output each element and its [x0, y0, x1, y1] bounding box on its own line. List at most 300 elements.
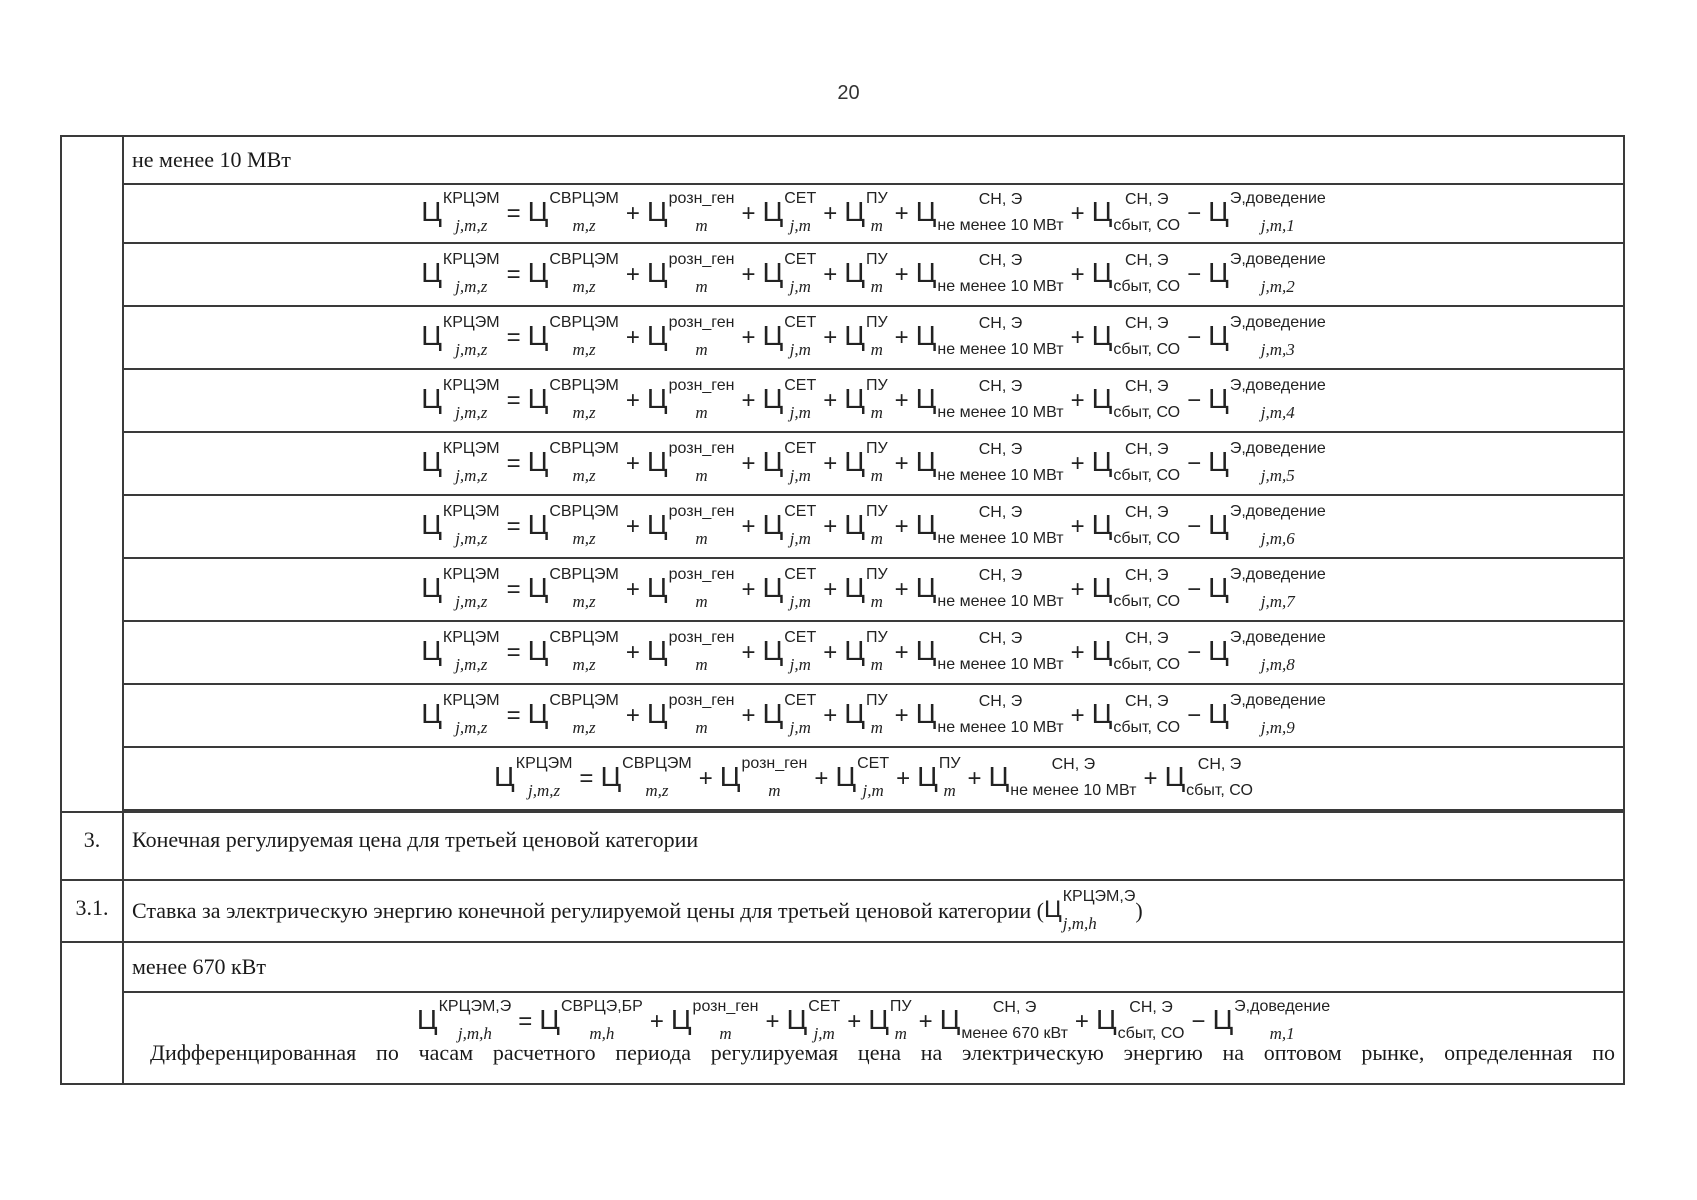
price-indices — [560, 998, 643, 1043]
price-symbol: Ц — [915, 508, 937, 540]
label-less-670: менее 670 кВт — [123, 942, 1624, 992]
superscript: Э,доведение — [1229, 377, 1326, 394]
price-term — [915, 251, 1064, 295]
subscript: j,m — [789, 529, 811, 548]
subscript: j,m — [789, 340, 811, 359]
price-indices — [865, 251, 888, 296]
price-symbol: Ц — [844, 697, 865, 729]
subscript: j,m,1 — [1260, 216, 1295, 235]
price-indices — [442, 314, 500, 359]
operator: + — [823, 260, 838, 288]
price-term — [1208, 566, 1326, 611]
superscript: КРЦЭМ — [442, 503, 500, 520]
superscript: розн_ген — [668, 692, 735, 709]
price-symbol: Ц — [988, 760, 1010, 792]
price-indices — [865, 692, 888, 737]
price-symbol: Ц — [762, 445, 784, 477]
price-indices — [937, 566, 1064, 610]
subscript: j,m,8 — [1260, 655, 1295, 674]
price-symbol: Ц — [646, 445, 668, 477]
superscript: СН, Э — [978, 314, 1023, 332]
superscript: СЕТ — [784, 440, 817, 457]
price-term — [835, 755, 890, 800]
price-term — [988, 755, 1137, 799]
operator: = — [518, 1007, 533, 1035]
price-symbol: Ц — [1095, 1003, 1117, 1035]
price-term — [915, 629, 1064, 673]
price-indices — [1113, 440, 1181, 484]
operator: − — [1187, 323, 1202, 351]
tariff-table — [60, 135, 1625, 1085]
price-term — [915, 692, 1064, 736]
price-symbol: Ц — [868, 1003, 889, 1035]
price-term — [646, 503, 735, 548]
formula-row — [61, 306, 1624, 369]
superscript: СН, Э — [978, 440, 1023, 458]
price-term — [762, 440, 817, 485]
price-term — [527, 629, 619, 674]
operator: + — [894, 512, 909, 540]
price-indices — [668, 503, 735, 548]
price-symbol: Ц — [646, 508, 668, 540]
operator: + — [1070, 512, 1085, 540]
subscript: сбыт, СО — [1113, 655, 1181, 673]
price-term — [1091, 314, 1181, 358]
superscript: СН, Э — [1124, 566, 1169, 584]
price-term — [646, 692, 735, 737]
subscript: m — [870, 277, 883, 296]
superscript: ПУ — [865, 566, 888, 583]
price-term — [915, 314, 1064, 358]
price-symbol: Ц — [600, 760, 622, 792]
price-indices — [442, 190, 500, 235]
price-symbol: Ц — [844, 571, 865, 603]
price-term — [527, 314, 619, 359]
formula — [421, 629, 1326, 674]
price-term — [1208, 190, 1326, 235]
price-term — [762, 314, 817, 359]
superscript: ПУ — [865, 314, 888, 331]
subscript: m — [870, 216, 883, 235]
subscript: j,m,z — [455, 466, 488, 485]
price-indices — [549, 503, 619, 548]
operator: + — [894, 260, 909, 288]
price-symbol: Ц — [844, 445, 865, 477]
operator: − — [1187, 386, 1202, 414]
operator: − — [1187, 449, 1202, 477]
row-section-31 — [61, 880, 1624, 942]
subscript: m — [870, 655, 883, 674]
subscript: j,m,z — [528, 781, 561, 800]
price-symbol: Ц — [844, 256, 865, 288]
superscript: ПУ — [865, 190, 888, 207]
price-symbol: Ц — [762, 508, 784, 540]
superscript: СН, Э — [1124, 629, 1169, 647]
operator: + — [823, 199, 838, 227]
price-symbol: Ц — [719, 760, 741, 792]
operator: + — [625, 386, 640, 414]
subscript: менее 670 кВт — [961, 1024, 1068, 1042]
price-term — [868, 998, 912, 1043]
price-term — [1091, 692, 1181, 736]
operator: + — [1070, 323, 1085, 351]
price-symbol: Ц — [786, 1003, 808, 1035]
price-symbol: Ц — [915, 319, 937, 351]
operator: + — [823, 638, 838, 666]
superscript: СЕТ — [784, 377, 817, 394]
operator: + — [765, 1007, 780, 1035]
price-term — [1091, 377, 1181, 421]
superscript: СЕТ — [784, 314, 817, 331]
operator: = — [506, 260, 521, 288]
subscript: сбыт, СО — [1113, 216, 1181, 234]
price-symbol: Ц — [421, 697, 442, 729]
operator: + — [1143, 764, 1158, 792]
price-term — [844, 629, 888, 674]
price-symbol: Ц — [1208, 571, 1229, 603]
price-term — [844, 503, 888, 548]
price-indices — [865, 377, 888, 422]
price-indices — [438, 998, 512, 1043]
section-3-title: Конечная регулируемая цена для третьей ценовой категории — [123, 812, 1624, 880]
number-cell-empty — [61, 136, 123, 812]
price-symbol: Ц — [421, 445, 442, 477]
subscript: не менее 10 МВт — [937, 718, 1064, 736]
price-indices — [857, 755, 890, 800]
subscript: j,m — [789, 216, 811, 235]
formula-row — [61, 558, 1624, 621]
price-term — [917, 755, 961, 800]
operator: + — [625, 575, 640, 603]
section-31-title — [123, 880, 1624, 942]
superscript: СВРЦЭМ — [549, 251, 619, 268]
subscript: m,z — [572, 592, 596, 611]
subscript: сбыт, СО — [1113, 718, 1181, 736]
operator: − — [1187, 638, 1202, 666]
subscript: сбыт, СО — [1113, 529, 1181, 547]
price-symbol: Ц — [421, 571, 442, 603]
price-symbol: Ц — [494, 760, 515, 792]
price-term — [1208, 692, 1326, 737]
subscript: не менее 10 МВт — [1010, 781, 1137, 799]
price-term — [844, 692, 888, 737]
superscript: КРЦЭМ — [442, 251, 500, 268]
subscript: сбыт, СО — [1113, 277, 1181, 295]
price-symbol: Ц — [844, 195, 865, 227]
subscript: не менее 10 МВт — [937, 403, 1064, 421]
superscript: КРЦЭМ — [515, 755, 573, 772]
formula-cell-1 — [123, 184, 1624, 243]
price-indices — [549, 314, 619, 359]
row-not-less-10mw — [61, 136, 1624, 184]
price-symbol: Ц — [527, 445, 549, 477]
superscript: КРЦЭМ,Э — [438, 998, 512, 1015]
price-symbol: Ц — [915, 571, 937, 603]
superscript: розн_ген — [668, 251, 735, 268]
price-term — [1208, 377, 1326, 422]
operator: = — [506, 575, 521, 603]
subscript: j,m — [789, 277, 811, 296]
subscript: j,m,7 — [1260, 592, 1295, 611]
superscript: ПУ — [865, 440, 888, 457]
price-indices — [937, 314, 1064, 358]
superscript: КРЦЭМ — [442, 440, 500, 457]
price-symbol: Ц — [527, 256, 549, 288]
price-symbol: Ц — [762, 195, 784, 227]
superscript: розн_ген — [668, 566, 735, 583]
price-symbol: Ц — [646, 256, 668, 288]
operator: + — [847, 1007, 862, 1035]
price-indices — [784, 692, 817, 737]
price-term — [762, 251, 817, 296]
subscript: m — [870, 403, 883, 422]
subscript: m — [695, 592, 708, 611]
price-term — [786, 998, 841, 1043]
price-term — [1091, 251, 1181, 295]
superscript: розн_ген — [668, 377, 735, 394]
subscript: j,m,h — [1062, 913, 1097, 933]
formula-cell-9 — [123, 684, 1624, 747]
subscript: j,m,4 — [1260, 403, 1295, 422]
superscript: СН, Э — [1124, 377, 1169, 395]
subscript: m — [695, 655, 708, 674]
price-symbol: Ц — [917, 760, 938, 792]
price-symbol: Ц — [1208, 382, 1229, 414]
price-term — [646, 251, 735, 296]
price-term — [1208, 629, 1326, 674]
superscript: Э,доведение — [1229, 629, 1326, 646]
price-indices — [1117, 998, 1185, 1042]
price-symbol: Ц — [1091, 382, 1113, 414]
subscript: j,m,9 — [1260, 718, 1295, 737]
price-symbol: Ц — [1208, 508, 1229, 540]
price-indices — [1229, 503, 1326, 548]
subscript: j,m — [813, 1024, 835, 1043]
price-indices — [692, 998, 759, 1043]
superscript: Э,доведение — [1229, 503, 1326, 520]
subscript: не менее 10 МВт — [937, 529, 1064, 547]
price-indices — [549, 629, 619, 674]
subscript: сбыт, СО — [1113, 340, 1181, 358]
superscript: Э,доведение — [1229, 440, 1326, 457]
price-indices — [865, 503, 888, 548]
superscript: СВРЦЭМ — [549, 503, 619, 520]
operator: + — [625, 512, 640, 540]
subscript: m,h — [589, 1024, 615, 1043]
price-indices — [1229, 692, 1326, 737]
operator: + — [918, 1007, 933, 1035]
superscript: СЕТ — [784, 190, 817, 207]
superscript: КРЦЭМ — [442, 314, 500, 331]
subscript: j,m,z — [455, 592, 488, 611]
superscript: СЕТ — [808, 998, 841, 1015]
price-symbol: Ц — [527, 382, 549, 414]
operator: − — [1187, 512, 1202, 540]
price-indices — [1229, 251, 1326, 296]
subscript: j,m,z — [455, 216, 488, 235]
subscript: m — [695, 277, 708, 296]
subscript: m,z — [572, 216, 596, 235]
price-term — [844, 190, 888, 235]
price-indices — [442, 251, 500, 296]
superscript: ПУ — [865, 251, 888, 268]
price-indices — [1113, 566, 1181, 610]
price-indices — [668, 314, 735, 359]
superscript: СЕТ — [857, 755, 890, 772]
price-symbol: Ц — [416, 1003, 438, 1035]
superscript: Э,доведение — [1229, 251, 1326, 268]
operator: − — [1187, 575, 1202, 603]
operator: + — [741, 260, 756, 288]
superscript: СН, Э — [978, 692, 1023, 710]
superscript: СН, Э — [992, 998, 1037, 1016]
price-indices — [1229, 314, 1326, 359]
operator: + — [625, 199, 640, 227]
operator: + — [741, 386, 756, 414]
price-symbol: Ц — [1208, 256, 1229, 288]
price-indices — [808, 998, 841, 1043]
subscript: m — [870, 592, 883, 611]
superscript: розн_ген — [668, 190, 735, 207]
price-term — [421, 377, 500, 422]
price-term — [844, 377, 888, 422]
superscript: ПУ — [889, 998, 912, 1015]
price-indices — [549, 251, 619, 296]
price-term — [915, 566, 1064, 610]
price-symbol: Ц — [646, 697, 668, 729]
price-symbol: Ц — [1208, 445, 1229, 477]
page-number: 20 — [837, 82, 860, 104]
operator: + — [1070, 386, 1085, 414]
price-indices — [668, 440, 735, 485]
formula — [421, 503, 1326, 548]
price-symbol: Ц — [1208, 634, 1229, 666]
price-indices — [784, 629, 817, 674]
price-indices — [1234, 998, 1331, 1043]
formula — [421, 692, 1326, 737]
formula-cell-8 — [123, 621, 1624, 684]
price-indices — [1229, 377, 1326, 422]
price-indices — [442, 440, 500, 485]
subscript: m — [695, 340, 708, 359]
price-indices — [784, 314, 817, 359]
price-indices — [1113, 629, 1181, 673]
bottom-text: Дифференцированная по часам расчетного периода регулируемая цена на электрическую энергию на оптовом рынке, определенная по — [150, 1040, 1615, 1065]
price-term — [1095, 998, 1185, 1042]
price-term — [1091, 190, 1181, 234]
operator: + — [967, 764, 982, 792]
superscript: СН, Э — [978, 190, 1023, 208]
formula-670 — [416, 998, 1331, 1043]
subscript: m — [870, 529, 883, 548]
operator: + — [1074, 1007, 1089, 1035]
price-term — [646, 566, 735, 611]
price-symbol: Ц — [915, 382, 937, 414]
price-term — [1091, 503, 1181, 547]
superscript: СН, Э — [978, 503, 1023, 521]
superscript: СВРЦЭМ — [549, 566, 619, 583]
price-symbol: Ц — [762, 382, 784, 414]
price-symbol: Ц — [1208, 697, 1229, 729]
price-term — [646, 190, 735, 235]
price-symbol: Ц — [1208, 195, 1229, 227]
price-term — [421, 440, 500, 485]
subscript: m — [894, 1024, 907, 1043]
superscript: ПУ — [865, 692, 888, 709]
subscript: сбыт, СО — [1186, 781, 1253, 799]
price-indices — [1113, 692, 1181, 736]
section-3-number: 3. — [61, 812, 123, 880]
superscript: СН, Э — [978, 566, 1023, 584]
formula-cell-4 — [123, 369, 1624, 432]
price-term — [1043, 887, 1136, 933]
superscript: СН, Э — [1129, 998, 1173, 1016]
formula — [421, 566, 1326, 611]
subscript: m,z — [572, 655, 596, 674]
formula-row — [61, 184, 1624, 243]
price-symbol: Ц — [527, 195, 549, 227]
operator: + — [741, 199, 756, 227]
operator: − — [1187, 701, 1202, 729]
price-indices — [784, 251, 817, 296]
price-indices — [1113, 377, 1181, 421]
superscript: ПУ — [865, 629, 888, 646]
formula-row — [61, 621, 1624, 684]
operator: + — [741, 701, 756, 729]
formula-cell-2 — [123, 243, 1624, 306]
superscript: СН, Э — [978, 251, 1023, 269]
subscript: j,m — [789, 466, 811, 485]
operator: + — [894, 449, 909, 477]
operator: + — [741, 575, 756, 603]
price-term — [527, 566, 619, 611]
operator: + — [741, 512, 756, 540]
price-indices — [668, 566, 735, 611]
price-indices — [622, 755, 692, 800]
superscript: ПУ — [865, 377, 888, 394]
formula-row — [61, 747, 1624, 810]
operator: + — [741, 449, 756, 477]
price-indices — [784, 503, 817, 548]
price-symbol: Ц — [915, 634, 937, 666]
operator: + — [698, 764, 713, 792]
section-31-text: Ставка за электрическую энергию конечной регулируемой цены для третьей ценовой категории ( — [132, 897, 1044, 923]
price-symbol: Ц — [527, 634, 549, 666]
price-indices — [1113, 251, 1181, 295]
subscript: j,m,z — [455, 277, 488, 296]
subscript: m,z — [572, 718, 596, 737]
price-symbol: Ц — [421, 256, 442, 288]
subscript: не менее 10 МВт — [937, 277, 1064, 295]
price-term — [421, 190, 500, 235]
operator: + — [625, 449, 640, 477]
price-symbol: Ц — [1043, 896, 1062, 924]
subscript: m — [768, 781, 781, 800]
operator: + — [1070, 638, 1085, 666]
operator: + — [823, 386, 838, 414]
operator: + — [625, 701, 640, 729]
price-symbol: Ц — [421, 319, 442, 351]
operator: + — [894, 199, 909, 227]
subscript: j,m,5 — [1260, 466, 1295, 485]
price-symbol: Ц — [835, 760, 857, 792]
price-term — [527, 190, 619, 235]
formula — [421, 190, 1326, 235]
operator: + — [894, 386, 909, 414]
operator: = — [506, 323, 521, 351]
formula-row — [61, 369, 1624, 432]
subscript: сбыт, СО — [1113, 466, 1181, 484]
